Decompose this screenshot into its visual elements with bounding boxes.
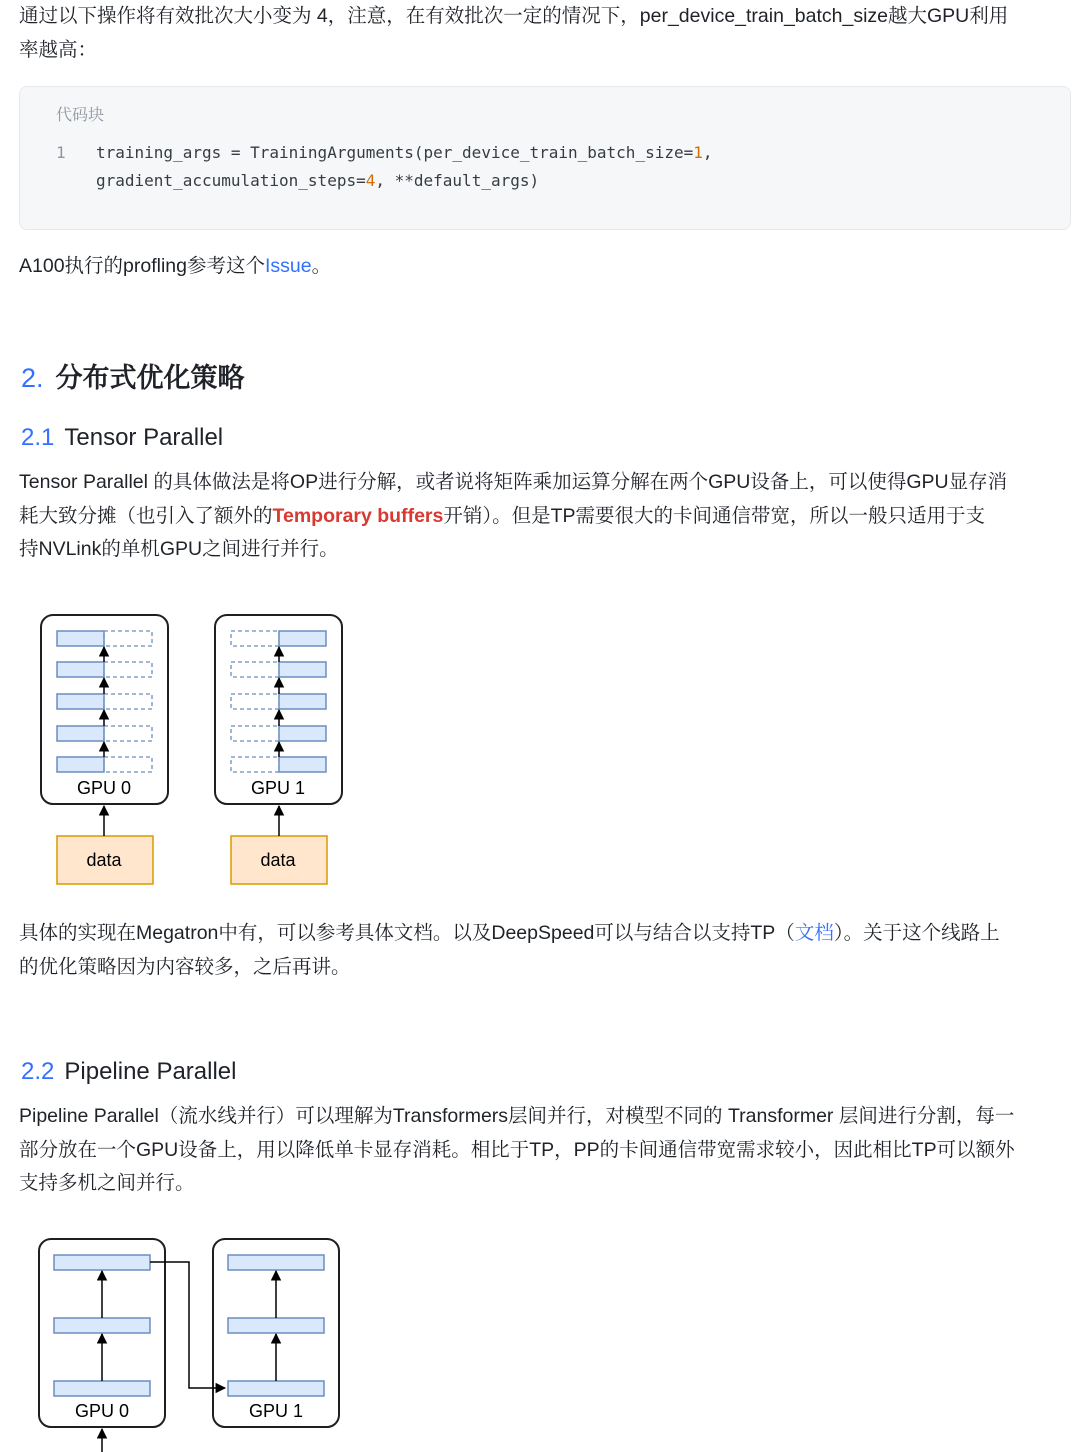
heading-number: 2.2 xyxy=(21,1058,55,1085)
line-number: 1 xyxy=(56,143,66,162)
code-text: gradient_accumulation_steps= xyxy=(96,171,366,190)
pp-layer xyxy=(228,1381,324,1396)
intro-line-1: 通过以下操作将有效批次大小变为 4，注意，在有效批次一定的情况下，per_device_train_batch_size越大GPU利用 xyxy=(19,5,1009,27)
paragraph-line-1: 具体的实现在Megatron中有，可以参考具体文档。以及DeepSpeed可以与结合以支持TP（ xyxy=(19,922,795,944)
code-number: 4 xyxy=(365,171,376,190)
profiling-text-end: 。 xyxy=(311,255,332,277)
pipeline-parallel-diagram xyxy=(0,1225,400,1452)
code-line-1 xyxy=(56,139,713,167)
paragraph-line-3: 持NVLink的单机GPU之间进行并行。 xyxy=(19,538,339,560)
code-block-label: 代码块 xyxy=(56,107,105,124)
pp-layer xyxy=(228,1318,324,1333)
paragraph-line-3: 支持多机之间并行。 xyxy=(19,1172,195,1194)
tensor-parallel-paragraph xyxy=(19,466,1069,567)
gpu1-layer-shard xyxy=(279,631,326,646)
intro-line-2: 率越高： xyxy=(19,38,98,61)
paragraph-line-1: Tensor Parallel 的具体做法是将OP进行分解，或者说将矩阵乘加运算分解在两个GPU设备上，可以使得GPU显存消 xyxy=(19,471,1008,493)
heading-number: 2.1 xyxy=(21,424,55,451)
code-block[interactable] xyxy=(19,86,1071,230)
paragraph-line-2: 耗大致分摊（也引入了额外的 xyxy=(19,504,273,527)
gpu1-layer-shard xyxy=(279,726,326,741)
issue-link[interactable]: Issue xyxy=(265,255,312,277)
gpu0-layer-shard xyxy=(57,631,104,646)
heading-title: 分布式优化策略 xyxy=(55,363,245,393)
gpu1-layer-shard xyxy=(279,694,326,709)
pp-layer xyxy=(54,1381,150,1396)
paragraph-line-2: 部分放在一个GPU设备上，用以降低单卡显存消耗。相比于TP，PP的卡间通信带宽需求较小，因此相比TP可以额外 xyxy=(19,1138,1015,1161)
gpu0-layer-shard xyxy=(57,694,104,709)
code-text: , **default_args) xyxy=(375,171,540,190)
paragraph-line-1-end: ）。关于这个线路上 xyxy=(833,922,1000,944)
code-number: 1 xyxy=(693,143,703,162)
section-2-heading xyxy=(21,356,245,395)
pp-layer xyxy=(228,1255,324,1270)
pp-gpu1-label: GPU 1 xyxy=(248,1401,304,1421)
gpu1-layer-shard xyxy=(279,662,326,677)
paragraph-line-2-end: 开销）。但是TP需要很大的卡间通信带宽，所以一般只适用于支 xyxy=(443,504,986,527)
section-2-2-heading xyxy=(21,1058,236,1086)
heading-title: Pipeline Parallel xyxy=(64,1058,237,1085)
data1-label: data xyxy=(260,850,296,870)
gpu0-layer-shard xyxy=(57,662,104,677)
pp-gpu0-label: GPU 0 xyxy=(74,1401,130,1421)
gpu0-label: GPU 0 xyxy=(76,778,132,798)
temporary-buffers-highlight: Temporary buffers xyxy=(272,504,444,527)
docs-link[interactable]: 文档 xyxy=(794,922,834,944)
gpu1-label: GPU 1 xyxy=(250,778,306,798)
heading-number: 2. xyxy=(21,363,44,393)
profiling-paragraph xyxy=(19,250,1069,284)
code-content[interactable] xyxy=(56,139,713,195)
pipeline-parallel-paragraph xyxy=(19,1100,1069,1201)
code-line-1-wrap xyxy=(56,167,713,195)
heading-title: Tensor Parallel xyxy=(64,424,224,451)
gpu0-layer-shard xyxy=(57,757,104,772)
pp-layer xyxy=(54,1318,150,1333)
profiling-text: A100执行的profling参考这个 xyxy=(19,255,265,277)
code-text: training_args = TrainingArguments(per_device_train_batch_size= xyxy=(96,143,694,162)
data0-label: data xyxy=(86,850,122,870)
pp-layer xyxy=(54,1255,150,1270)
intro-paragraph xyxy=(19,0,1069,67)
paragraph-line-2: 的优化策略因为内容较多，之后再讲。 xyxy=(19,955,351,978)
gpu0-layer-shard xyxy=(57,726,104,741)
megatron-paragraph xyxy=(19,917,1069,984)
paragraph-line-1: Pipeline Parallel（流水线并行）可以理解为Transformers层间并行，对模型不同的 Transformer 层间进行分割，每一 xyxy=(19,1105,1015,1127)
code-text: , xyxy=(702,143,713,162)
tensor-parallel-diagram xyxy=(0,600,400,900)
section-2-1-heading xyxy=(21,424,223,452)
gpu1-layer-shard xyxy=(279,757,326,772)
